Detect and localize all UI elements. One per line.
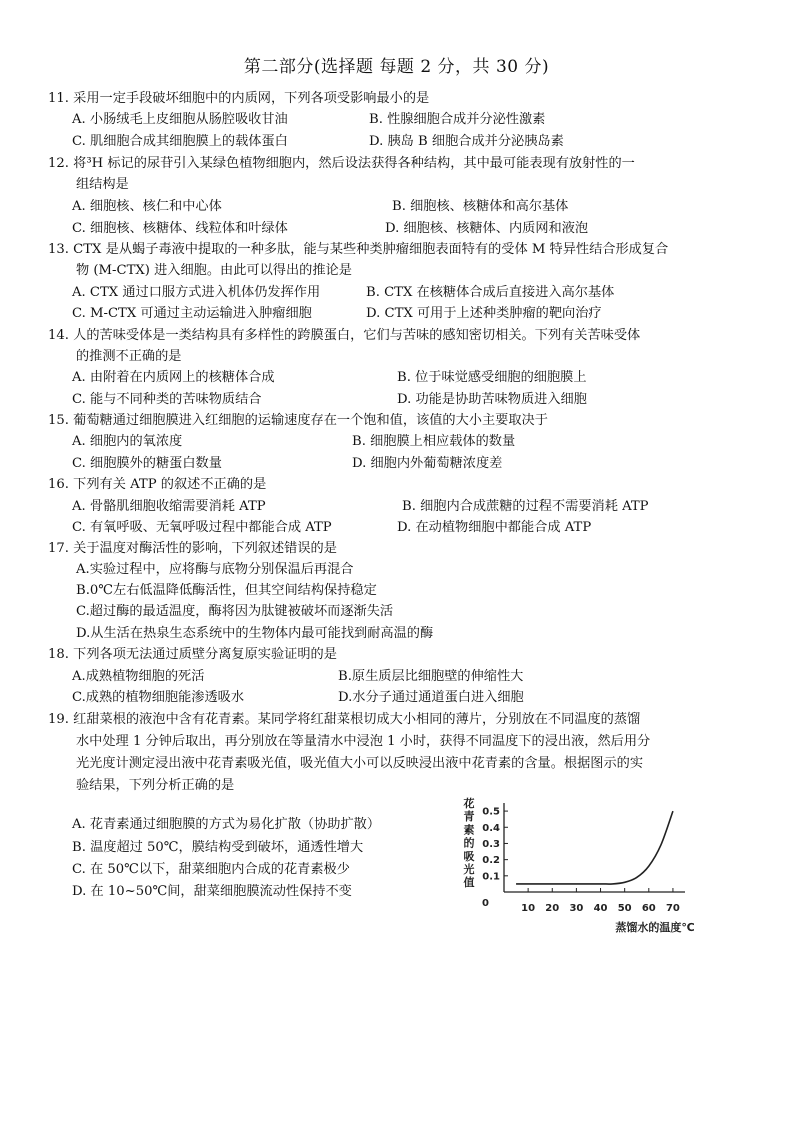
q15-option-a: A. 细胞内的氧浓度 (72, 434, 183, 449)
q12-stem-cont: 组结构是 (76, 177, 129, 192)
x-tick-label: 40 (593, 903, 608, 914)
q17-option-c: C.超过酶的最适温度，酶将因为肽键被破坏而逐渐失活 (76, 604, 394, 619)
absorbance-curve (516, 811, 673, 884)
q18-option-d: D.水分子通过通道蛋白进入细胞 (338, 690, 524, 705)
q15-option-b: B. 细胞膜上相应载体的数量 (352, 434, 516, 449)
q12-stem: 12. 将³H 标记的尿苷引入某绿色植物细胞内，然后设法获得各种结构，其中最可能表现有放射性的一 (48, 156, 635, 171)
x-tick-label: 10 (521, 903, 536, 914)
q13-option-a: A. CTX 通过口服方式进入机体仍发挥作用 (72, 285, 321, 300)
q11-option-d: D. 胰岛 B 细胞合成并分泌胰岛素 (369, 134, 564, 149)
origin-label: 0 (482, 898, 489, 909)
x-axis-label: 蒸馏水的温度℃ (615, 921, 695, 934)
x-tick-label: 70 (665, 903, 680, 914)
q15-stem: 15. 葡萄糖通过细胞膜进入红细胞的运输速度存在一个饱和值，该值的大小主要取决于 (48, 413, 548, 428)
q17-option-d: D.从生活在热泉生态系统中的生物体内最可能找到耐高温的酶 (76, 626, 434, 641)
q19-stem-cont-1: 水中处理 1 分钟后取出，再分别放在等量清水中浸泡 1 小时，获得不同温度下的浸出液，然后用分 (76, 734, 651, 749)
q19-stem-cont-3: 验结果，下列分析正确的是 (76, 778, 235, 793)
y-tick-label: 0.4 (482, 822, 500, 834)
q17-option-a: A.实验过程中，应将酶与底物分别保温后再混合 (76, 562, 354, 577)
q14-stem: 14. 人的苦味受体是一类结构具有多样性的跨膜蛋白，它们与苦味的感知密切相关。下列有关苦味受体 (48, 328, 641, 343)
q16-option-c: C. 有氧呼吸、无氧呼吸过程中都能合成 ATP (72, 520, 332, 535)
q19-stem: 19. 红甜菜根的液泡中含有花青素。某同学将红甜菜根切成大小相同的薄片，分别放在不同温度的蒸馏 (48, 712, 641, 727)
q16-stem: 16. 下列有关 ATP 的叙述不正确的是 (48, 477, 267, 492)
q13-stem: 13. CTX 是从蝎子毒液中提取的一种多肽，能与某些种类肿瘤细胞表面特有的受体 M 特异性结合形成复合 (48, 242, 669, 257)
section-title: 第二部分(选择题 每题 2 分，共 30 分) (243, 57, 550, 77)
q19-option-a: A. 花青素通过细胞膜的方式为易化扩散（协助扩散） (72, 817, 381, 832)
q14-option-c: C. 能与不同种类的苦味物质结合 (72, 392, 262, 407)
q14-option-a: A. 由附着在内质网上的核糖体合成 (72, 370, 275, 385)
y-tick-label: 0.2 (482, 855, 500, 867)
q13-stem-cont: 物 (M-CTX) 进入细胞。由此可以得出的推论是 (76, 263, 352, 278)
q17-option-b: B.0℃左右低温降低酶活性，但其空间结构保持稳定 (76, 583, 377, 598)
x-tick-label: 60 (641, 903, 656, 914)
q19-option-b: B. 温度超过 50℃，膜结构受到破坏，通透性增大 (72, 840, 364, 855)
q15-option-c: C. 细胞膜外的糖蛋白数量 (72, 456, 222, 471)
q19-option-d: D. 在 10~50℃间，甜菜细胞膜流动性保持不变 (72, 884, 352, 899)
y-tick-label: 0.1 (482, 871, 500, 883)
q12-option-c: C. 细胞核、核糖体、线粒体和叶绿体 (72, 221, 288, 236)
q12-option-a: A. 细胞核、核仁和中心体 (72, 199, 222, 214)
y-axis-label-char: 青 (463, 810, 475, 824)
q18-option-b: B.原生质层比细胞壁的伸缩性大 (338, 669, 524, 684)
q15-option-d: D. 细胞内外葡萄糖浓度差 (352, 456, 503, 471)
q19-stem-cont-2: 光光度计测定浸出液中花青素吸光值，吸光值大小可以反映浸出液中花青素的含量。根据图示的实 (76, 756, 644, 771)
y-axis-label-char: 吸 (463, 849, 475, 863)
q11-option-a: A. 小肠绒毛上皮细胞从肠腔吸收甘油 (72, 112, 288, 127)
q12-option-b: B. 细胞核、核糖体和高尔基体 (392, 199, 569, 214)
q17-stem: 17. 关于温度对酶活性的影响，下列叙述错误的是 (48, 541, 337, 556)
x-tick-label: 20 (545, 903, 560, 914)
q16-option-b: B. 细胞内合成蔗糖的过程不需要消耗 ATP (402, 499, 649, 514)
y-tick-label: 0.3 (482, 838, 500, 850)
q18-option-c: C.成熟的植物细胞能渗透吸水 (72, 690, 245, 705)
q19-option-c: C. 在 50℃以下，甜菜细胞内合成的花青素极少 (72, 862, 350, 877)
q13-option-b: B. CTX 在核糖体合成后直接进入高尔基体 (366, 285, 615, 300)
q16-option-d: D. 在动植物细胞中都能合成 ATP (397, 520, 592, 535)
absorbance-chart (455, 795, 705, 945)
x-tick-label: 30 (569, 903, 584, 914)
q14-stem-cont: 的推测不正确的是 (76, 349, 182, 364)
y-axis-label-char: 的 (463, 836, 475, 850)
x-tick-label: 50 (617, 903, 632, 914)
q14-option-b: B. 位于味觉感受细胞的细胞膜上 (397, 370, 587, 385)
q11-option-b: B. 性腺细胞合成并分泌性激素 (369, 112, 546, 127)
q18-stem: 18. 下列各项无法通过质壁分离复原实验证明的是 (48, 647, 337, 662)
y-tick-label: 0.5 (482, 806, 500, 818)
y-axis-label-char: 值 (463, 876, 475, 890)
q11-stem: 11. 采用一定手段破坏细胞中的内质网，下列各项受影响最小的是 (48, 91, 430, 106)
y-axis-label-char: 花 (463, 797, 475, 810)
q12-option-d: D. 细胞核、核糖体、内质网和液泡 (385, 221, 589, 236)
q18-option-a: A.成熟植物细胞的死活 (72, 669, 205, 684)
q13-option-c: C. M-CTX 可通过主动运输进入肿瘤细胞 (72, 306, 312, 321)
y-axis-label-char: 光 (463, 863, 475, 876)
q16-option-a: A. 骨骼肌细胞收缩需要消耗 ATP (72, 499, 266, 514)
y-axis-label-char: 素 (463, 823, 475, 837)
q14-option-d: D. 功能是协助苦味物质进入细胞 (397, 392, 587, 407)
y-axis-label (463, 796, 475, 889)
q11-option-c: C. 肌细胞合成其细胞膜上的载体蛋白 (72, 134, 288, 149)
q13-option-d: D. CTX 可用于上述种类肿瘤的靶向治疗 (366, 306, 602, 321)
